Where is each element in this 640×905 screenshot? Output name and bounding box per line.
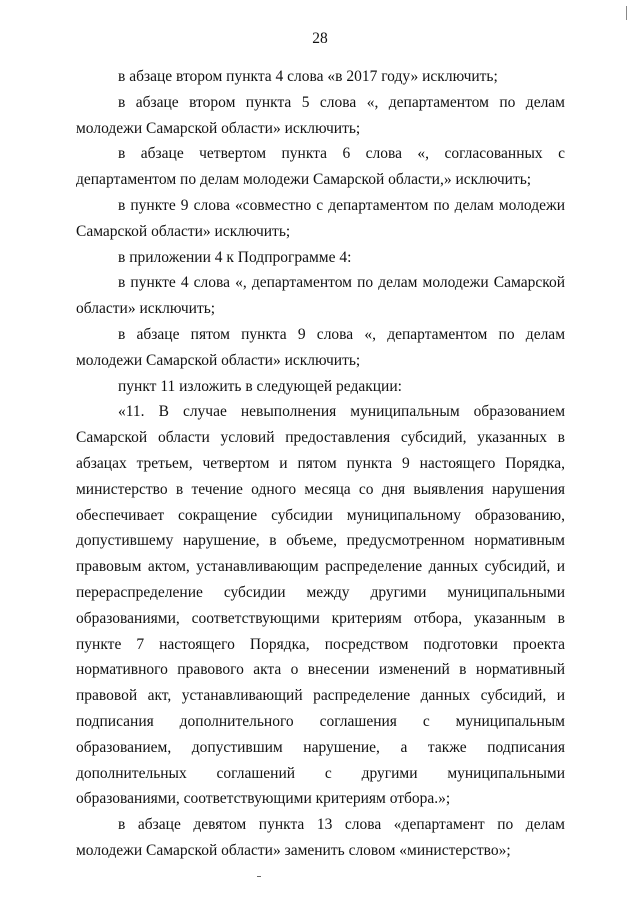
paragraph-1: в абзаце втором пункта 4 слова «в 2017 году» исключить; (118, 68, 498, 85)
paragraph-3: в абзаце четвертом пункта 6 слова «, согласованных с департаментом по делам молодежи Самарской области,» исключить; (76, 145, 565, 189)
paragraph-2: в абзаце втором пункта 5 слова «, департаментом по делам молодежи Самарской области» исключить; (76, 93, 565, 137)
paragraph-4: в пункте 9 слова «совместно с департаментом по делам молодежи Самарской области» исключить; (76, 196, 565, 240)
scan-mark (626, 6, 627, 20)
paragraph-10: в абзаце девятом пункта 13 слова «департамент по делам молодежи Самарской области» заменить словом «министерство»; (76, 816, 565, 859)
scan-dot (257, 876, 261, 877)
paragraph-9-quoted-rule: «11. В случае невыполнения муниципальным образованием Самарской области условий предоставления субсидий, указанных в абзацах третьем, четвертом и пятом пункта 9 настоящего Порядка, министерство в течение одного месяца со дня выявления нарушения обеспечивает сокращение субсидии муниципальному образованию, допустившему нарушение, в объеме, предусмотренном нормативным правовым актом, устанавливающим распределение данных субсидий, и перераспределение субсидии между другими муниципальными образованиями, соответствующими критериям отбора, указанным в пункте 7 настоящего Порядка, посредством подготовки проекта нормативного правового акта о внесении изменений в нормативный правовой акт, устанавливающий распределение данных субсидий, и подписания дополнительного соглашения с муниципальным образованием, допустившим нарушение, а также подписания дополнительных соглашений с другими муниципальными образованиями, соответствующими критериям отбора.»; (76, 403, 565, 808)
paragraph-8: пункт 11 изложить в следующей редакции: (118, 377, 402, 395)
paragraph-7: в абзаце пятом пункта 9 слова «, департаментом по делам молодежи Самарской области» исключить; (76, 325, 565, 369)
paragraph-6: в пункте 4 слова «, департаментом по делам молодежи Самарской области» исключить; (76, 274, 565, 318)
page-number: 28 (312, 30, 328, 47)
paragraph-5: в приложении 4 к Подпрограмме 4: (118, 248, 352, 266)
document-body (76, 64, 565, 864)
